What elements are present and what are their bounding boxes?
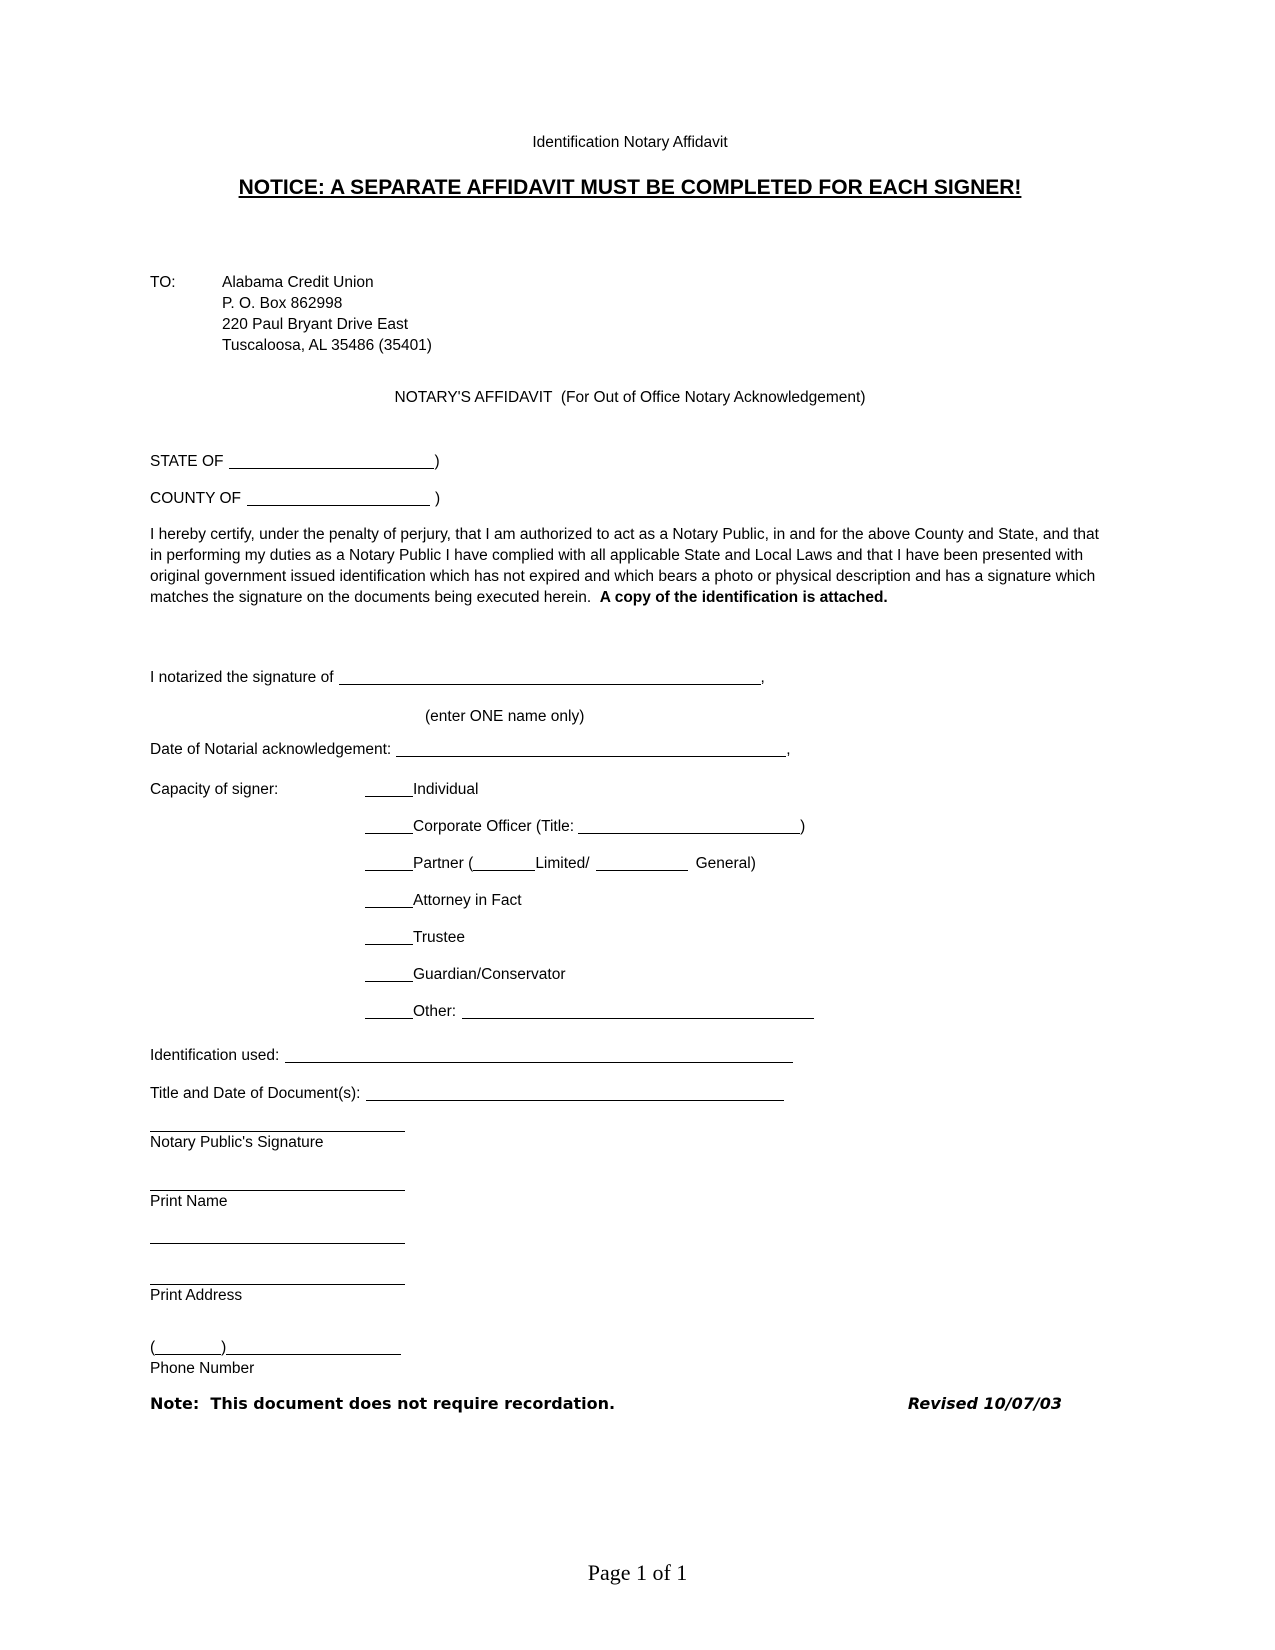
- capacity-blank-line: [365, 870, 413, 871]
- enter-one-name-note: (enter ONE name only): [425, 708, 585, 725]
- capacity-spacer: [150, 1001, 365, 1022]
- county-label: COUNTY OF: [150, 490, 241, 507]
- capacity-spacer: [150, 853, 365, 874]
- phone-area-code-blank-line: [155, 1354, 221, 1355]
- capacity-blank-line: [365, 981, 413, 982]
- phone-paren-close: ): [221, 1339, 227, 1356]
- phone-number-row: [150, 1337, 1110, 1358]
- capacity-item-label: Other:: [413, 1003, 457, 1020]
- extra-write-in-line: [150, 1243, 405, 1244]
- state-of-row: [150, 451, 1110, 472]
- partner-limited-blank-line: [473, 870, 535, 871]
- capacity-item-label: Guardian/Conservator: [413, 966, 566, 983]
- capacity-item-label: Individual: [413, 781, 479, 798]
- phone-paren-open: (: [150, 1339, 156, 1356]
- certification-bold-text: A copy of the identification is attached.: [599, 589, 888, 606]
- to-label: TO:: [150, 274, 176, 291]
- recipient-address-line: Tuscaloosa, AL 35486 (35401): [222, 337, 432, 354]
- corporate-paren: ): [800, 818, 806, 835]
- corporate-title-blank-line: [578, 833, 800, 834]
- print-address-label: Print Address: [150, 1287, 243, 1304]
- capacity-item-content: [365, 816, 805, 837]
- capacity-blank-line: [365, 796, 413, 797]
- identification-used-label: Identification used:: [150, 1047, 280, 1064]
- phone-number-label: Phone Number: [150, 1360, 255, 1377]
- capacity-item-attorney-in-fact: [150, 890, 1110, 911]
- identification-used-blank-line: [285, 1062, 793, 1063]
- certification-text: I hereby certify, under the penalty of perjury, that I am authorized to act as a Notary Public, in and for the above County and State, and that in performing my duties as a Notary Public I have complied with all applicable State and Local Laws and that I have been presented with original government issued identification which has not expired and which bears a photo or physical description and has a signature which matches the signature on the documents being executed herein.: [150, 526, 1104, 606]
- capacity-spacer: [150, 927, 365, 948]
- title-date-of-documents-row: [150, 1083, 1110, 1104]
- acknowledgement-date-label: Date of Notarial acknowledgement:: [150, 741, 392, 758]
- capacity-blank-line: [365, 833, 413, 834]
- capacity-item-partner: [150, 853, 1110, 874]
- print-name-label: Print Name: [150, 1193, 228, 1210]
- partner-general-blank-line: [596, 870, 688, 871]
- capacity-item-individual: [150, 779, 1110, 800]
- capacity-item-other: [150, 1001, 1110, 1022]
- capacity-item-content: [365, 1001, 814, 1022]
- capacity-spacer: [150, 964, 365, 985]
- acknowledgement-date-comma: ,: [786, 741, 791, 758]
- partner-general-label: General): [695, 855, 756, 872]
- notice-banner: NOTICE: A SEPARATE AFFIDAVIT MUST BE COMPLETED FOR EACH SIGNER!: [238, 176, 1022, 199]
- capacity-blank-line: [365, 907, 413, 908]
- state-blank-line: [229, 468, 434, 469]
- recipient-address-line: 220 Paul Bryant Drive East: [222, 316, 409, 333]
- certification-paragraph: [150, 524, 1110, 608]
- capacity-spacer: [150, 816, 365, 837]
- capacity-blank-line: [365, 1018, 413, 1019]
- acknowledgement-date-blank-line: [396, 756, 786, 757]
- county-blank-line: [247, 505, 430, 506]
- capacity-item-label: Attorney in Fact: [413, 892, 522, 909]
- capacity-item-content: [365, 890, 522, 911]
- capacity-item-content: [365, 779, 479, 800]
- footer-note-row: [150, 1393, 1110, 1415]
- identification-used-row: [150, 1045, 1110, 1066]
- recipient-block: [150, 272, 1110, 356]
- notarized-comma: ,: [760, 669, 765, 686]
- capacity-item-corporate-officer: [150, 816, 1110, 837]
- notarized-label: I notarized the signature of: [150, 669, 334, 686]
- notary-signature-label: Notary Public's Signature: [150, 1134, 324, 1151]
- other-blank-line: [462, 1018, 814, 1019]
- recipient-address: [222, 272, 432, 356]
- recipient-address-line: Alabama Credit Union: [222, 274, 374, 291]
- note-text: Note: This document does not require recordation.: [150, 1394, 616, 1413]
- title-date-label: Title and Date of Document(s):: [150, 1085, 361, 1102]
- title-date-blank-line: [366, 1100, 784, 1101]
- acknowledgement-date-row: [150, 739, 1110, 760]
- notarized-name-blank-line: [339, 684, 761, 685]
- county-of-row: [150, 488, 1110, 509]
- capacity-spacer: [150, 890, 365, 911]
- partner-limited-label: Limited/: [535, 855, 590, 872]
- capacity-blank-line: [365, 944, 413, 945]
- county-paren: ): [435, 490, 441, 507]
- page-number-footer: Page 1 of 1: [587, 1560, 688, 1585]
- capacity-item-content: [365, 853, 756, 874]
- capacity-item-label: Partner (: [413, 855, 474, 872]
- affidavit-heading: NOTARY'S AFFIDAVIT (For Out of Office Notary Acknowledgement): [394, 389, 866, 406]
- state-paren: ): [434, 453, 440, 470]
- recipient-address-line: P. O. Box 862998: [222, 295, 343, 312]
- capacity-item-content: [365, 927, 465, 948]
- phone-number-blank-line: [226, 1354, 401, 1355]
- capacity-item-content: [365, 964, 566, 985]
- document-title: Identification Notary Affidavit: [532, 134, 728, 151]
- state-label: STATE OF: [150, 453, 224, 470]
- capacity-item-guardian-conservator: [150, 964, 1110, 985]
- capacity-item-label: Trustee: [413, 929, 465, 946]
- notarized-signature-row: [150, 667, 1110, 688]
- revised-date: Revised 10/07/03: [907, 1394, 1062, 1413]
- capacity-item-label: Corporate Officer (Title:: [413, 818, 575, 835]
- capacity-item-trustee: [150, 927, 1110, 948]
- capacity-label: Capacity of signer:: [150, 781, 279, 798]
